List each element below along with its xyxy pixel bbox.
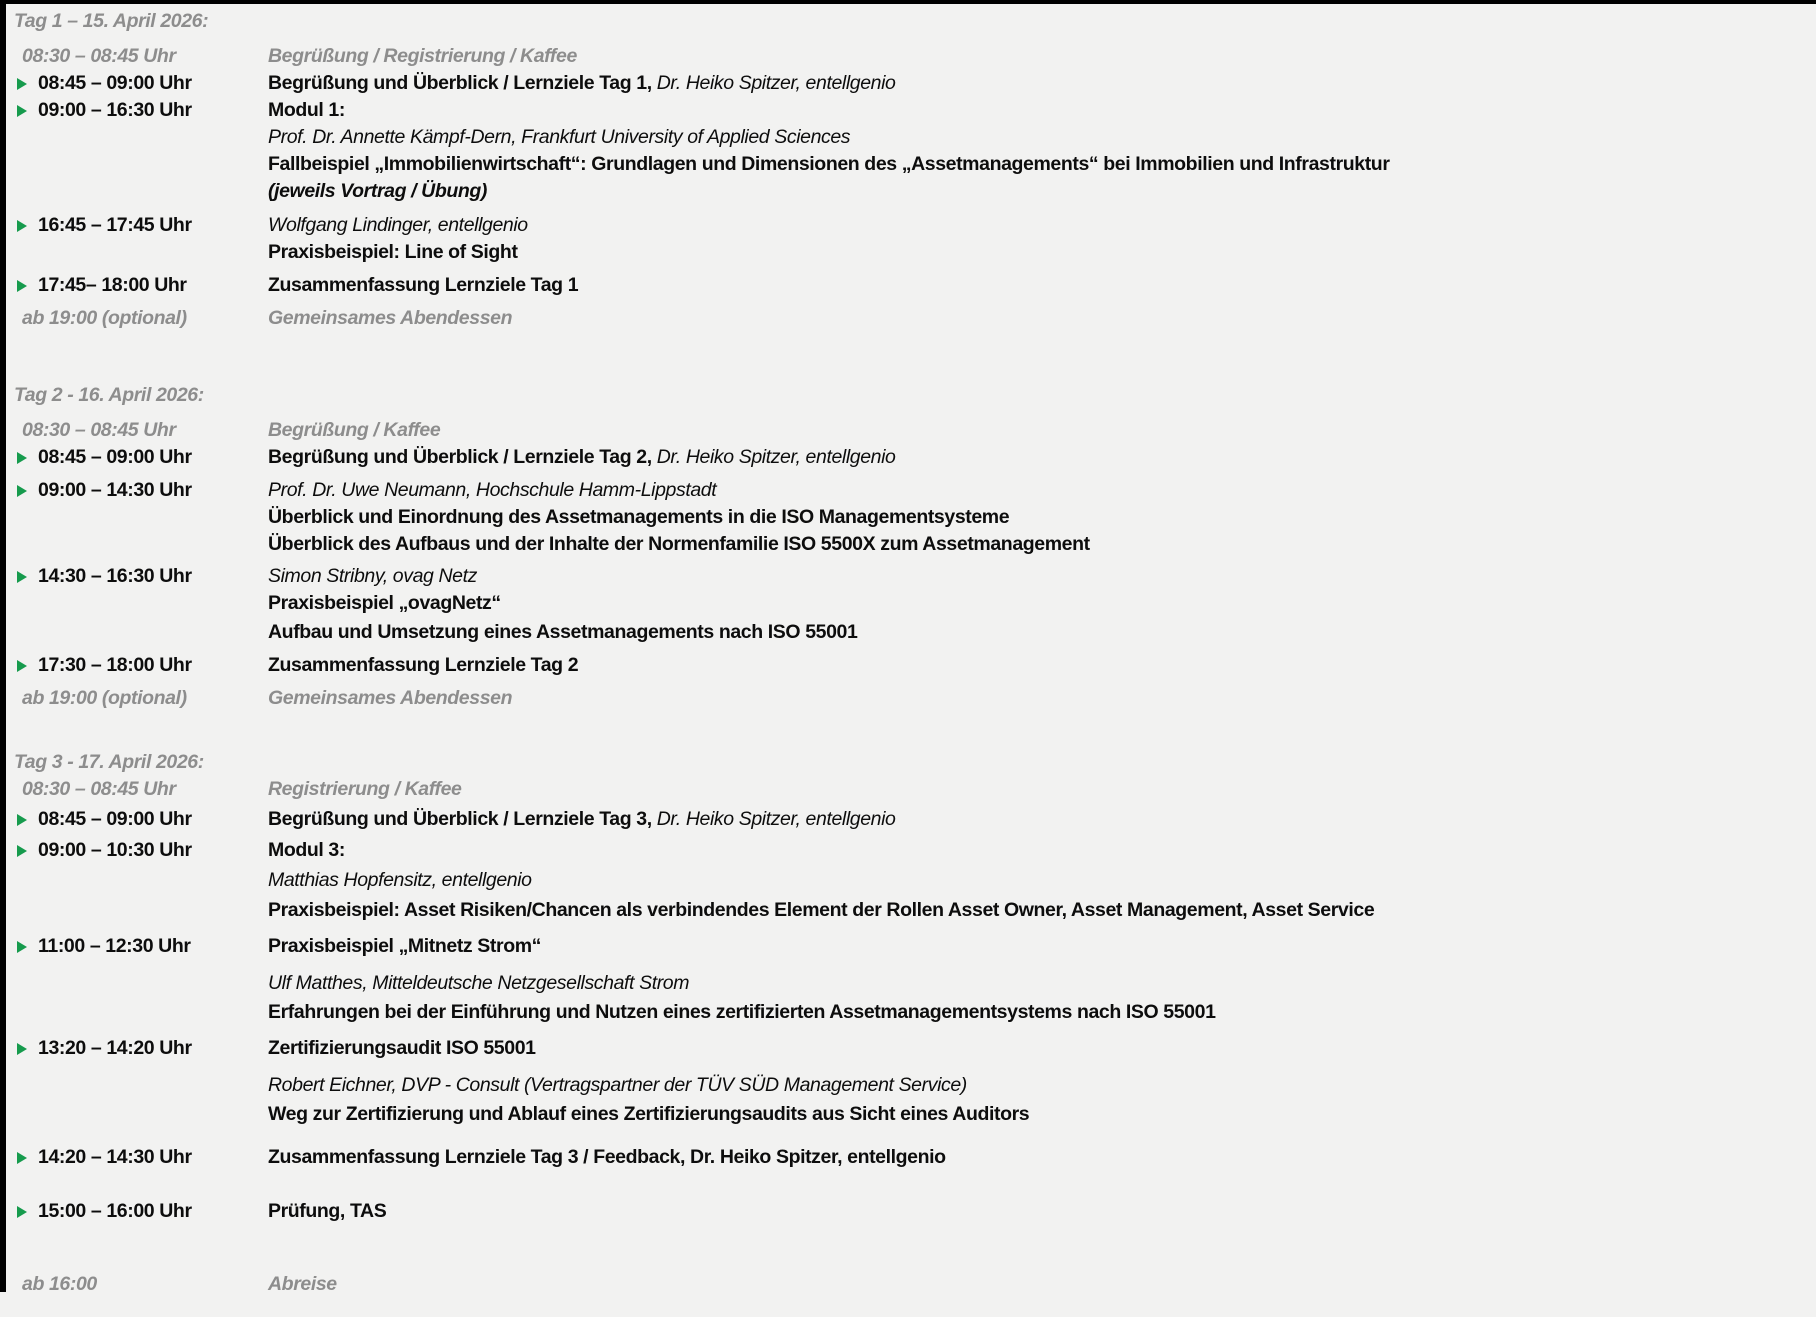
- session-line: [268, 837, 1808, 864]
- session-text-segment: Registrierung / Kaffee: [268, 778, 462, 800]
- session-line: [268, 590, 1808, 617]
- bullet-cell-empty: [14, 776, 38, 803]
- session-line: [268, 999, 1808, 1026]
- session-description: [268, 806, 1808, 833]
- session-line: [268, 867, 1808, 894]
- session-line: [268, 417, 1808, 444]
- day-title: Tag 3 - 17. April 2026:: [14, 751, 204, 773]
- bullet-triangle-icon: [17, 814, 27, 826]
- session-text-segment: Gemeinsames Abendessen: [268, 687, 513, 709]
- session-line: [268, 933, 1808, 960]
- agenda-row: [14, 43, 1808, 70]
- session-text-segment: Wolfgang Lindinger, entellgenio: [268, 214, 528, 236]
- session-line: [268, 151, 1808, 178]
- session-text-segment: Dr. Heiko Spitzer, entellgenio: [656, 808, 896, 830]
- time-label: 09:00 – 14:30 Uhr: [38, 479, 192, 501]
- session-text-segment: Aufbau und Umsetzung eines Assetmanagements nach ISO 55001: [268, 621, 858, 643]
- session-text-segment: Simon Stribny, ovag Netz: [268, 565, 477, 587]
- session-line: [268, 1072, 1808, 1099]
- session-line: [268, 970, 1808, 997]
- session-line: [268, 70, 1808, 97]
- session-description: [268, 837, 1808, 924]
- session-text-segment: Modul 3:: [268, 839, 345, 861]
- bullet-triangle-icon: [17, 78, 27, 90]
- bullet-triangle-icon: [17, 1043, 27, 1055]
- session-description: [268, 97, 1808, 205]
- session-description: [268, 563, 1808, 646]
- bullet-triangle-icon: [17, 485, 27, 497]
- session-text-segment: Matthias Hopfensitz, entellgenio: [268, 869, 532, 891]
- time-label: 08:45 – 09:00 Uhr: [38, 72, 192, 94]
- bullet-triangle-icon: [17, 452, 27, 464]
- session-text-segment: (jeweils Vortrag / Übung): [268, 180, 487, 202]
- session-text-segment: Dr. Heiko Spitzer, entellgenio: [656, 446, 896, 468]
- agenda-row: [14, 1035, 1808, 1128]
- bullet-cell: [14, 212, 38, 239]
- agenda-row: [14, 444, 1808, 471]
- bullet-triangle-icon: [17, 660, 27, 672]
- session-line: [268, 563, 1808, 590]
- bullet-triangle-icon: [17, 941, 27, 953]
- bullet-cell-empty: [14, 305, 38, 332]
- session-line: [268, 504, 1808, 531]
- session-text-segment: Abreise: [268, 1273, 337, 1295]
- bullet-triangle-icon: [17, 1152, 27, 1164]
- agenda-section: [14, 8, 1808, 332]
- time-label: 08:30 – 08:45 Uhr: [22, 778, 176, 800]
- frame-border-top: [0, 0, 1816, 4]
- session-line: [268, 178, 1808, 205]
- bullet-cell: [14, 97, 38, 124]
- session-description: [268, 212, 1808, 266]
- session-text-segment: Erfahrungen bei der Einführung und Nutzen eines zertifizierten Assetmanagementsystems nach ISO 55001: [268, 1001, 1216, 1023]
- day-title: Tag 1 – 15. April 2026:: [14, 10, 209, 32]
- bullet-cell-empty: [14, 1271, 38, 1298]
- time-label: 09:00 – 10:30 Uhr: [38, 839, 192, 861]
- bullet-triangle-icon: [17, 280, 27, 292]
- session-description: [268, 776, 1808, 803]
- session-description: [268, 933, 1808, 1026]
- session-line: [268, 897, 1808, 924]
- bullet-cell: [14, 933, 38, 960]
- bullet-cell: [14, 652, 38, 679]
- bullet-triangle-icon: [17, 105, 27, 117]
- time-label: 08:45 – 09:00 Uhr: [38, 446, 192, 468]
- session-line: [268, 1101, 1808, 1128]
- agenda-row: [14, 70, 1808, 97]
- session-description: [268, 1198, 1808, 1225]
- bullet-cell: [14, 1144, 38, 1171]
- frame-border-left: [0, 0, 6, 1292]
- session-line: [268, 305, 1808, 332]
- agenda-row: [14, 97, 1808, 205]
- session-text-segment: Begrüßung / Kaffee: [268, 419, 441, 441]
- session-description: [268, 1035, 1808, 1128]
- bullet-cell: [14, 563, 38, 590]
- bullet-cell: [14, 444, 38, 471]
- session-line: [268, 685, 1808, 712]
- session-text-segment: Praxisbeispiel „ovagNetz“: [268, 592, 501, 614]
- time-label: 15:00 – 16:00 Uhr: [38, 1200, 192, 1222]
- time-label: 14:20 – 14:30 Uhr: [38, 1146, 192, 1168]
- time-label: 11:00 – 12:30 Uhr: [38, 935, 191, 957]
- agenda-row: [14, 1271, 1808, 1298]
- bullet-cell: [14, 837, 38, 864]
- bullet-cell: [14, 806, 38, 833]
- session-line: [268, 444, 1808, 471]
- session-text-segment: Praxisbeispiel: Asset Risiken/Chancen als verbindendes Element der Rollen Asset Owner, Asset Management, Asset Service: [268, 899, 1375, 921]
- bullet-cell-empty: [14, 417, 38, 444]
- time-label: 17:45– 18:00 Uhr: [38, 274, 187, 296]
- session-description: [268, 444, 1808, 471]
- session-text-segment: Begrüßung und Überblick / Lernziele Tag 2,: [268, 446, 657, 468]
- time-label: 16:45 – 17:45 Uhr: [38, 214, 192, 236]
- session-line: [268, 776, 1808, 803]
- session-line: [268, 272, 1808, 299]
- agenda-row: [14, 776, 1808, 803]
- time-label: 08:45 – 09:00 Uhr: [38, 808, 192, 830]
- session-line: [268, 1198, 1808, 1225]
- session-text-segment: Zertifizierungsaudit ISO 55001: [268, 1037, 536, 1059]
- session-line: [268, 531, 1808, 558]
- agenda-row: [14, 1144, 1808, 1171]
- session-text-segment: Begrüßung / Registrierung / Kaffee: [268, 45, 577, 67]
- session-text-segment: Überblick und Einordnung des Assetmanagements in die ISO Managementsysteme: [268, 506, 1010, 528]
- session-description: [268, 43, 1808, 70]
- session-line: [268, 619, 1808, 646]
- session-text-segment: Zusammenfassung Lernziele Tag 3 / Feedback, Dr. Heiko Spitzer, entellgenio: [268, 1146, 946, 1168]
- session-text-segment: Zusammenfassung Lernziele Tag 1: [268, 274, 579, 296]
- session-line: [268, 1144, 1808, 1171]
- session-line: [268, 652, 1808, 679]
- session-description: [268, 70, 1808, 97]
- session-text-segment: Prüfung, TAS: [268, 1200, 387, 1222]
- session-text-segment: Ulf Matthes, Mitteldeutsche Netzgesellschaft Strom: [268, 972, 690, 994]
- session-line: [268, 806, 1808, 833]
- agenda-row: [14, 563, 1808, 646]
- session-text-segment: Modul 1:: [268, 99, 345, 121]
- agenda-row: [14, 1198, 1808, 1225]
- bullet-cell-empty: [14, 43, 38, 70]
- session-text-segment: Robert Eichner, DVP - Consult (Vertragspartner der TÜV SÜD Management Service): [268, 1074, 967, 1096]
- session-text-segment: Praxisbeispiel „Mitnetz Strom“: [268, 935, 541, 957]
- bullet-cell: [14, 272, 38, 299]
- agenda-section: [14, 749, 1808, 1298]
- session-description: [268, 1271, 1808, 1298]
- session-text-segment: Weg zur Zertifizierung und Ablauf eines Zertifizierungsaudits aus Sicht eines Auditors: [268, 1103, 1030, 1125]
- bullet-triangle-icon: [17, 845, 27, 857]
- session-description: [268, 477, 1808, 558]
- session-text-segment: Zusammenfassung Lernziele Tag 2: [268, 654, 579, 676]
- session-line: [268, 477, 1808, 504]
- agenda-row: [14, 212, 1808, 266]
- session-description: [268, 417, 1808, 444]
- session-text-segment: Prof. Dr. Uwe Neumann, Hochschule Hamm-Lippstadt: [268, 479, 717, 501]
- session-line: [268, 43, 1808, 70]
- bullet-cell-empty: [14, 685, 38, 712]
- agenda: [14, 6, 1808, 1298]
- bullet-cell: [14, 70, 38, 97]
- agenda-row: [14, 272, 1808, 299]
- time-label: 13:20 – 14:20 Uhr: [38, 1037, 192, 1059]
- time-label: 14:30 – 16:30 Uhr: [38, 565, 192, 587]
- session-text-segment: Überblick des Aufbaus und der Inhalte der Normenfamilie ISO 5500X zum Assetmanagement: [268, 533, 1090, 555]
- bullet-cell: [14, 1035, 38, 1062]
- time-label: 09:00 – 16:30 Uhr: [38, 99, 192, 121]
- session-text-segment: Fallbeispiel „Immobilienwirtschaft“: Grundlagen und Dimensionen des „Assetmanagements“ bei Immobilien und Infrastruktur: [268, 153, 1390, 175]
- bullet-cell: [14, 477, 38, 504]
- agenda-row: [14, 652, 1808, 679]
- session-line: [268, 1271, 1808, 1298]
- session-text-segment: Dr. Heiko Spitzer, entellgenio: [656, 72, 896, 94]
- session-description: [268, 272, 1808, 299]
- agenda-section: [14, 382, 1808, 712]
- agenda-row: [14, 933, 1808, 1026]
- session-line: [268, 97, 1808, 124]
- agenda-row: [14, 477, 1808, 558]
- time-label: 08:30 – 08:45 Uhr: [22, 419, 176, 441]
- agenda-row: [14, 305, 1808, 332]
- time-label: ab 19:00 (optional): [22, 307, 187, 329]
- session-description: [268, 685, 1808, 712]
- time-label: 17:30 – 18:00 Uhr: [38, 654, 192, 676]
- bullet-triangle-icon: [17, 220, 27, 232]
- agenda-row: [14, 685, 1808, 712]
- session-text-segment: Prof. Dr. Annette Kämpf-Dern, Frankfurt University of Applied Sciences: [268, 126, 851, 148]
- agenda-row: [14, 417, 1808, 444]
- agenda-row: [14, 806, 1808, 833]
- session-line: [268, 1035, 1808, 1062]
- time-label: ab 16:00: [22, 1273, 97, 1295]
- agenda-row: [14, 837, 1808, 924]
- bullet-triangle-icon: [17, 1206, 27, 1218]
- session-text-segment: Gemeinsames Abendessen: [268, 307, 513, 329]
- day-title: Tag 2 - 16. April 2026:: [14, 384, 204, 406]
- session-text-segment: Begrüßung und Überblick / Lernziele Tag 3,: [268, 808, 657, 830]
- bullet-cell: [14, 1198, 38, 1225]
- session-description: [268, 652, 1808, 679]
- time-label: 08:30 – 08:45 Uhr: [22, 45, 176, 67]
- bullet-triangle-icon: [17, 571, 27, 583]
- time-label: ab 19:00 (optional): [22, 687, 187, 709]
- session-description: [268, 305, 1808, 332]
- session-text-segment: Begrüßung und Überblick / Lernziele Tag 1,: [268, 72, 657, 94]
- session-description: [268, 1144, 1808, 1171]
- session-line: [268, 239, 1808, 266]
- session-line: [268, 124, 1808, 151]
- session-line: [268, 212, 1808, 239]
- session-text-segment: Praxisbeispiel: Line of Sight: [268, 241, 518, 263]
